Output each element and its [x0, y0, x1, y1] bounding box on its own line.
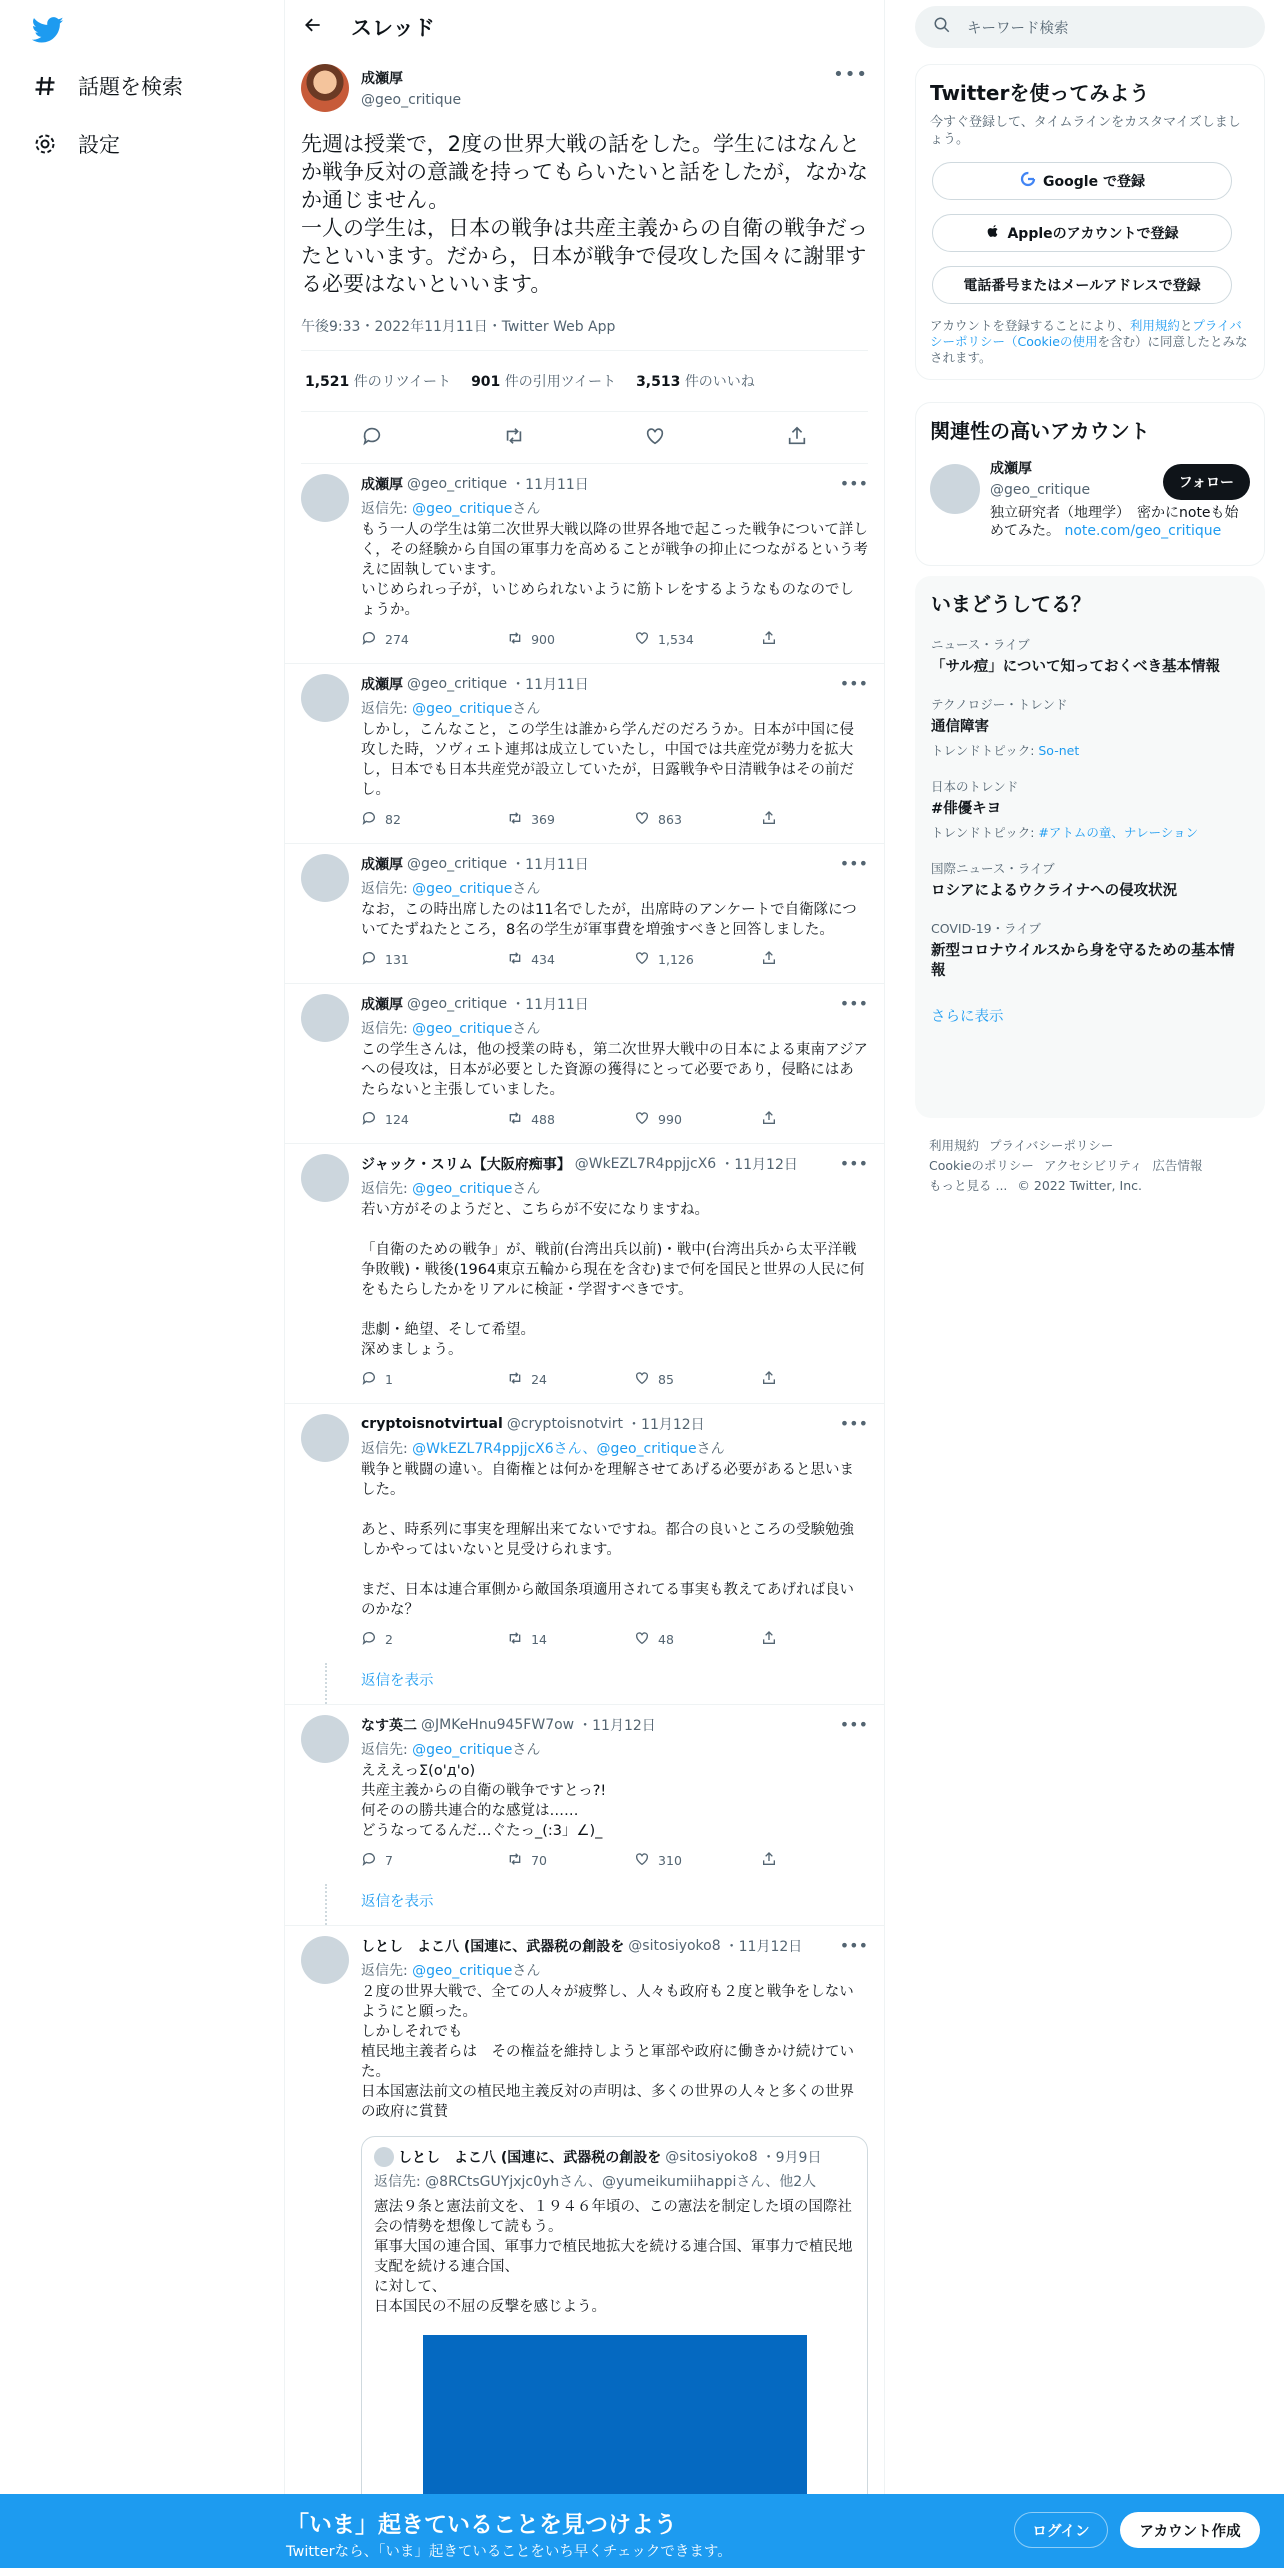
avatar[interactable]: [930, 464, 980, 514]
nav-explore-label: 話題を検索: [78, 75, 183, 99]
reply-handle[interactable]: @WkEZL7R4ppjjcX6: [574, 1156, 717, 1172]
like-button[interactable]: [614, 1370, 741, 1389]
reply-button[interactable]: [361, 810, 487, 829]
footer-link[interactable]: © 2022 Twitter, Inc.: [1017, 1178, 1142, 1193]
reply-display-name[interactable]: ジャック・スリム【大阪府痴事】: [361, 1157, 571, 1173]
replying-to-link[interactable]: @geo_critique: [412, 881, 513, 897]
signup-button[interactable]: アカウント作成: [1120, 2512, 1260, 2548]
reply-count: 124: [385, 1112, 409, 1127]
reply-icon[interactable]: [361, 425, 383, 451]
footer-link[interactable]: 利用規約: [929, 1138, 980, 1153]
reply-text: この学生さんは，他の授業の時も，第二次世界大戦中の日本による東南アジアへの侵攻は，日本が必要とした資源の獲得にとって必要であり，侵略にはあたらないと主張していました。: [361, 1042, 868, 1098]
quote-replying-to: 返信先: @8RCtsGUYjxjc0yhさん、@yumeikumiihappiさん、他2人: [374, 2174, 817, 2190]
trend-item[interactable]: [931, 859, 1249, 901]
thread-header: [285, 0, 884, 54]
reply-tweet[interactable]: [285, 844, 884, 984]
reply-text: 戦争と戦闘の違い。自衛権とは何かを理解させてあげる必要があると思いました。 あと、時系列に事実を理解出来てないですね。都合の良いところの受験勉強しかやってはいないと見受けられます。 まだ、日本は連合軍側から敵国条項適用されてる事実も教えてあげれば良いのかな？: [361, 1462, 854, 1618]
google-signup-label: Google で登録: [1043, 174, 1145, 190]
retweet-count: 24: [531, 1372, 547, 1387]
handle[interactable]: @geo_critique: [361, 92, 462, 108]
reply-handle[interactable]: @geo_critique: [407, 996, 508, 1012]
trend-topic: トレンドトピック: #アトムの童、ナレーション: [931, 825, 1199, 840]
share-icon: [761, 810, 777, 829]
reply-display-name[interactable]: なす英二: [361, 1718, 417, 1734]
avatar[interactable]: [301, 1414, 349, 1462]
reply-display-name[interactable]: 成瀬厚: [361, 477, 403, 493]
reply-display-name[interactable]: 成瀬厚: [361, 677, 403, 693]
left-nav: [0, 0, 284, 2568]
reply-actions: [361, 1630, 868, 1649]
gear-icon: [32, 131, 58, 157]
reply-date[interactable]: ・11月12日: [627, 1417, 705, 1433]
like-button[interactable]: [614, 630, 741, 649]
quote-date: ・9月9日: [761, 2150, 822, 2166]
reply-tweet[interactable]: [285, 1404, 884, 1663]
reply-text: もう一人の学生は第二次世界大戦以降の世界各地で起こった戦争について詳しく，その経験から自国の軍事力を高めることが戦争の抑止につながるという考えに固執しています。 いじめられっ子が，いじめられないように筋トレをするようなものなのでしょうか。: [361, 522, 868, 618]
thread-column: [284, 0, 885, 2568]
reply-icon: [361, 950, 377, 969]
trend-item[interactable]: [931, 919, 1249, 981]
share-icon: [761, 630, 777, 649]
reply-handle[interactable]: @geo_critique: [407, 856, 508, 872]
trend-title: 通信障害: [931, 719, 989, 735]
reply-icon: [361, 1851, 377, 1870]
retweet-icon: [507, 630, 523, 649]
retweet-button[interactable]: [487, 630, 614, 649]
more-icon[interactable]: •••: [839, 1414, 868, 1433]
retweet-button[interactable]: [487, 950, 614, 969]
search-placeholder: キーワード検索: [967, 20, 1069, 37]
reply-text: えええっΣ(o'д'o) 共産主義からの自衛の戦争ですとっ?! 何そのの勝共連合的な感覚は…… どうなってるんだ…ぐたっ_(:3」∠)_: [361, 1763, 607, 1839]
like-count: 48: [658, 1632, 674, 1647]
reply-date[interactable]: ・11月12日: [724, 1939, 803, 1955]
retweet-count: 70: [531, 1853, 547, 1868]
share-button[interactable]: [741, 1370, 868, 1389]
retweet-icon: [507, 810, 523, 829]
terms-link[interactable]: 利用規約: [1129, 318, 1180, 333]
share-button[interactable]: [741, 1110, 868, 1129]
retweet-button[interactable]: [487, 1630, 614, 1649]
more-icon[interactable]: •••: [839, 854, 868, 873]
related-bio: 独立研究者（地理学） 密かにnoteも始めてみた。 note.com/geo_critique: [990, 505, 1239, 539]
privacy-link[interactable]: プライバシーポリシー: [930, 318, 1242, 349]
reply-tweet[interactable]: [285, 1705, 884, 1884]
trend-context: テクノロジー・トレンド: [931, 697, 1068, 712]
reply-icon: [361, 810, 377, 829]
reply-count: 2: [385, 1632, 393, 1647]
search-icon: [933, 16, 951, 38]
show-replies-link[interactable]: 返信を表示: [285, 1884, 884, 1926]
reply-count: 274: [385, 632, 409, 647]
reply-handle[interactable]: @geo_critique: [407, 676, 508, 692]
related-handle[interactable]: @geo_critique: [990, 482, 1091, 498]
like-icon: [634, 1630, 650, 1649]
like-count: 1,534: [658, 632, 694, 647]
tweet-actions: [301, 412, 868, 464]
google-signup-button[interactable]: [932, 162, 1232, 200]
replying-to-link[interactable]: @geo_critique: [412, 1742, 513, 1758]
signup-title: Twitterを使ってみよう: [930, 81, 1150, 105]
reply-date[interactable]: ・11月11日: [511, 857, 589, 873]
reply-icon: [361, 630, 377, 649]
display-name[interactable]: 成瀬厚: [361, 71, 403, 87]
reply-date[interactable]: ・11月12日: [578, 1718, 656, 1734]
retweet-icon: [507, 950, 523, 969]
thread-dots: [325, 1884, 327, 1925]
like-button[interactable]: [614, 1630, 741, 1649]
reply-actions: [361, 630, 868, 649]
footer-link[interactable]: 広告情報: [1152, 1158, 1203, 1173]
reply-tweet[interactable]: [285, 464, 884, 664]
related-account[interactable]: [930, 458, 1250, 540]
share-icon: [761, 1630, 777, 1649]
retweet-button[interactable]: [487, 1851, 614, 1870]
more-icon[interactable]: •••: [839, 1936, 868, 1955]
search-input[interactable]: [915, 6, 1265, 48]
nav-settings-label: 設定: [78, 133, 120, 157]
related-display-name[interactable]: 成瀬厚: [990, 461, 1032, 477]
trend-title: 「サル痘」について知っておくべき基本情報: [931, 659, 1220, 675]
trends-card: [915, 576, 1265, 1118]
reply-tweet[interactable]: [285, 664, 884, 844]
more-icon[interactable]: •••: [839, 1154, 868, 1173]
trend-title: 新型コロナウイルスから身を守るための基本情報: [931, 943, 1235, 979]
hashtag-icon: [32, 73, 58, 99]
trend-title: ロシアによるウクライナへの侵攻状況: [931, 883, 1178, 899]
follow-button[interactable]: フォロー: [1163, 464, 1250, 500]
avatar[interactable]: [301, 1936, 349, 1984]
share-icon: [761, 1110, 777, 1129]
replying-to-link[interactable]: @geo_critique: [412, 501, 513, 517]
phone-email-signup-button[interactable]: [932, 266, 1232, 304]
replying-to-link[interactable]: @geo_critique: [412, 1021, 513, 1037]
tweet-meta[interactable]: 午後9:33・2022年11月11日・Twitter Web App: [301, 316, 868, 351]
like-icon: [634, 810, 650, 829]
cookie-link[interactable]: （Cookieの使用: [1005, 334, 1098, 349]
reply-display-name[interactable]: しとし よこ八 (国連に、武器税の創設を: [361, 1939, 625, 1955]
quote-handle: @sitosiyoko8: [665, 2149, 758, 2165]
like-count: 1,126: [658, 952, 694, 967]
reply-date[interactable]: ・11月11日: [511, 997, 589, 1013]
like-count: 85: [658, 1372, 674, 1387]
apple-signup-label: Appleのアカウントで登録: [1007, 226, 1179, 242]
footer-link[interactable]: もっと見る ...: [929, 1178, 1008, 1193]
replying-to-link[interactable]: @geo_critique: [412, 701, 513, 717]
retweet-count: 900: [531, 632, 555, 647]
trend-topic: トレンドトピック: So-net: [931, 743, 1080, 758]
share-icon: [761, 1370, 777, 1389]
like-stat[interactable]: 3,513 件のいいね: [636, 374, 755, 390]
retweet-button[interactable]: [487, 1110, 614, 1129]
signup-card: [915, 64, 1265, 380]
share-button[interactable]: [741, 950, 868, 969]
tweet-stats: [301, 351, 868, 412]
replying-to: 返信先: @geo_critiqueさん: [361, 701, 541, 717]
reply-actions: [361, 810, 868, 829]
footer-link[interactable]: アクセシビリティ: [1043, 1158, 1143, 1173]
replying-to-link[interactable]: @geo_critique: [412, 1963, 513, 1979]
reply-icon: [361, 1630, 377, 1649]
reply-button[interactable]: [361, 1630, 487, 1649]
apple-icon: [985, 222, 1001, 244]
share-button[interactable]: [741, 810, 868, 829]
reply-text: なお，この時出席したのは11名でしたが，出席時のアンケートで自衛隊についてたずねたところ，8名の学生が軍事費を増強すべきと回答しました。: [361, 902, 857, 938]
replying-to: 返信先: @geo_critiqueさん: [361, 501, 541, 517]
reply-display-name[interactable]: 成瀬厚: [361, 997, 403, 1013]
more-icon[interactable]: •••: [839, 674, 868, 693]
like-icon: [634, 1851, 650, 1870]
page-title: スレッド: [351, 16, 435, 40]
reply-button[interactable]: [361, 630, 487, 649]
signup-subtitle: 今すぐ登録して、タイムラインをカスタマイズしましょう。: [930, 115, 1241, 147]
reply-button[interactable]: [361, 1851, 487, 1870]
retweet-icon: [507, 1110, 523, 1129]
avatar[interactable]: [301, 1715, 349, 1763]
nav-explore[interactable]: [32, 66, 183, 106]
reply-handle[interactable]: @JMKeHnu945FW7ow: [421, 1717, 575, 1733]
reply-text: ２度の世界大戦で、全ての人々が疲弊し、人々も政府も２度と戦争をしないようにと願った。 しかしそれでも 植民地主義者らは その権益を維持しようと軍部や政府に働きかけ続けていた。 日本国憲法前文の植民地主義反対の声明は、多くの世界の人々と多くの世界の政府に賞賛: [361, 1984, 854, 2120]
like-icon: [634, 630, 650, 649]
bottom-bar-title: 「いま」起きていることを見つけよう: [286, 2512, 677, 2538]
trend-context: ニュース・ライブ: [931, 637, 1030, 652]
more-icon[interactable]: •••: [839, 994, 868, 1013]
reply-date[interactable]: ・11月12日: [720, 1157, 798, 1173]
share-icon: [761, 950, 777, 969]
reply-tweet[interactable]: [285, 1926, 884, 2568]
retweet-button[interactable]: [487, 810, 614, 829]
retweet-button[interactable]: [487, 1370, 614, 1389]
reply-button[interactable]: [361, 1110, 487, 1129]
more-icon[interactable]: •••: [839, 474, 868, 493]
retweet-icon[interactable]: [503, 425, 525, 451]
replying-to: 返信先: @geo_critiqueさん: [361, 1963, 541, 1979]
reply-count: 131: [385, 952, 409, 967]
avatar[interactable]: [301, 64, 349, 112]
share-button[interactable]: [741, 630, 868, 649]
reply-count: 1: [385, 1372, 393, 1387]
reply-actions: [361, 950, 868, 969]
avatar[interactable]: [301, 474, 349, 522]
reply-icon: [361, 1110, 377, 1129]
replying-to: 返信先: @geo_critiqueさん: [361, 1742, 541, 1758]
google-icon: [1019, 170, 1037, 192]
avatar: [374, 2147, 394, 2167]
tweet-text: 先週は授業で，2度の世界大戦の話をした。学生にはなんとか戦争反対の意識を持ってもらいたいと話をしたが，なかなか通じません。 一人の学生は，日本の戦争は共産主義からの自衛の戦争だったといいます。だから，日本が戦争で侵攻した国々に謝罪する必要はないといいます。: [301, 132, 868, 296]
quote-display-name: しとし よこ八 (国連に、武器税の創設を: [398, 2150, 662, 2166]
footer-link[interactable]: Cookieのポリシー: [929, 1158, 1034, 1173]
avatar[interactable]: [301, 674, 349, 722]
reply-handle[interactable]: @sitosiyoko8: [628, 1938, 721, 1954]
reply-count: 82: [385, 812, 401, 827]
reply-actions: [361, 1370, 868, 1389]
trend-context: 日本のトレンド: [931, 779, 1019, 794]
footer-link[interactable]: プライバシーポリシー: [989, 1138, 1114, 1153]
reply-display-name[interactable]: cryptoisnotvirtual: [361, 1416, 503, 1432]
reply-actions: [361, 1110, 868, 1129]
like-count: 863: [658, 812, 682, 827]
avatar[interactable]: [301, 854, 349, 902]
more-icon[interactable]: •••: [839, 1715, 868, 1734]
reply-button[interactable]: [361, 950, 487, 969]
reply-text: しかし，こんなこと，この学生は誰から学んだのだろうか。日本が中国に侵攻した時，ソヴィエト連邦は成立していたし，中国では共産党が勢力を拡大し，日本でも日本共産党が設立していたが，日露戦争や日清戦争はその前だし。: [361, 722, 854, 798]
like-button[interactable]: [614, 810, 741, 829]
quote-stat[interactable]: 901 件の引用ツイート: [471, 374, 617, 390]
avatar[interactable]: [301, 1154, 349, 1202]
like-count: 990: [658, 1112, 682, 1127]
reply-handle[interactable]: @cryptoisnotvirt: [506, 1416, 624, 1432]
reply-handle[interactable]: @geo_critique: [407, 476, 508, 492]
reply-date[interactable]: ・11月11日: [511, 477, 589, 493]
avatar[interactable]: [301, 994, 349, 1042]
footer-links: [929, 1136, 1259, 1196]
like-count: 310: [658, 1853, 682, 1868]
apple-signup-button[interactable]: [932, 214, 1232, 252]
related-accounts-card: [915, 402, 1265, 566]
reply-tweet[interactable]: [285, 984, 884, 1144]
trend-item[interactable]: [931, 695, 1249, 759]
twitter-logo-icon[interactable]: [32, 14, 64, 46]
share-icon[interactable]: [786, 425, 808, 451]
login-button[interactable]: ログイン: [1014, 2512, 1108, 2548]
retweet-count: 434: [531, 952, 555, 967]
retweet-count: 14: [531, 1632, 547, 1647]
reply-text: 若い方がそのようだと、こちらが不安になりますね。 「自衛のための戦争」が、戦前(台湾出兵以前)・戦中(台湾出兵から太平洋戦争敗戦)・戦後(1964東京五輪から現在を含む)まで何を国民と世界の人民に何をもたらしたかをリアルに検証・学習すべきです。 悲劇・絶望、そして希望。 深めましょう。: [361, 1202, 865, 1358]
thread-dots: [325, 1663, 327, 1704]
bottom-bar-subtitle: Twitterなら、「いま」起きていることをいち早くチェックできます。: [286, 2544, 732, 2560]
replying-to-link[interactable]: @WkEZL7R4ppjjcX6さん、@geo_critique: [412, 1441, 697, 1457]
trend-title: #俳優キヨ: [931, 801, 1002, 817]
like-icon: [634, 1110, 650, 1129]
signup-terms: アカウントを登録することにより、利用規約とプライバシーポリシー（Cookieの使用を含む）に同意したとみなされます。: [930, 318, 1248, 365]
retweet-stat[interactable]: 1,521 件のリツイート: [305, 374, 452, 390]
trend-context: 国際ニュース・ライブ: [931, 861, 1055, 876]
phone-signup-label: 電話番号またはメールアドレスで登録: [963, 278, 1201, 294]
like-button[interactable]: [614, 1110, 741, 1129]
share-button[interactable]: [741, 1630, 868, 1649]
reply-icon: [361, 1370, 377, 1389]
like-icon[interactable]: [644, 425, 666, 451]
replying-to: 返信先: @geo_critiqueさん: [361, 1181, 541, 1197]
focal-tweet: [285, 54, 884, 464]
show-more-link[interactable]: さらに表示: [931, 1009, 1004, 1025]
like-icon: [634, 1370, 650, 1389]
reply-button[interactable]: [361, 1370, 487, 1389]
replying-to: 返信先: @geo_critiqueさん: [361, 881, 541, 897]
retweet-icon: [507, 1630, 523, 1649]
quote-text: 憲法９条と憲法前文を、１９４６年頃の、この憲法を制定した頃の国際社会の情勢を想像して読もう。 軍事大国の連合国、軍事力で植民地拡大を続ける連合国、軍事力で植民地支配を続ける連合国、 に対して、 日本国民の不屈の反撃を感じよう。: [374, 2199, 853, 2315]
trend-context: COVID-19・ライブ: [931, 921, 1041, 936]
like-button[interactable]: [614, 1851, 741, 1870]
replying-to: 返信先: @geo_critiqueさん: [361, 1021, 541, 1037]
retweet-count: 488: [531, 1112, 555, 1127]
back-arrow-icon[interactable]: [303, 15, 323, 39]
nav-settings[interactable]: [32, 124, 120, 164]
trend-item[interactable]: [931, 635, 1249, 677]
trend-item[interactable]: [931, 777, 1249, 841]
like-button[interactable]: [614, 950, 741, 969]
retweet-count: 369: [531, 812, 555, 827]
related-title: 関連性の高いアカウント: [930, 419, 1150, 443]
reply-date[interactable]: ・11月11日: [511, 677, 589, 693]
reply-display-name[interactable]: 成瀬厚: [361, 857, 403, 873]
reply-count: 7: [385, 1853, 393, 1868]
trends-title: いまどうしてる？: [931, 592, 1091, 616]
replying-to: 返信先: @WkEZL7R4ppjjcX6さん、@geo_critiqueさん: [361, 1441, 725, 1457]
share-icon: [761, 1851, 777, 1870]
replying-to-link[interactable]: @geo_critique: [412, 1181, 513, 1197]
like-icon: [634, 950, 650, 969]
reply-tweet[interactable]: [285, 1144, 884, 1404]
retweet-icon: [507, 1370, 523, 1389]
more-icon[interactable]: •••: [833, 64, 868, 85]
retweet-icon: [507, 1851, 523, 1870]
signup-bottom-bar: [0, 2494, 1284, 2568]
related-bio-link[interactable]: note.com/geo_critique: [1064, 523, 1222, 539]
reply-actions: [361, 1851, 868, 1870]
show-replies-link[interactable]: 返信を表示: [285, 1663, 884, 1705]
share-button[interactable]: [741, 1851, 868, 1870]
